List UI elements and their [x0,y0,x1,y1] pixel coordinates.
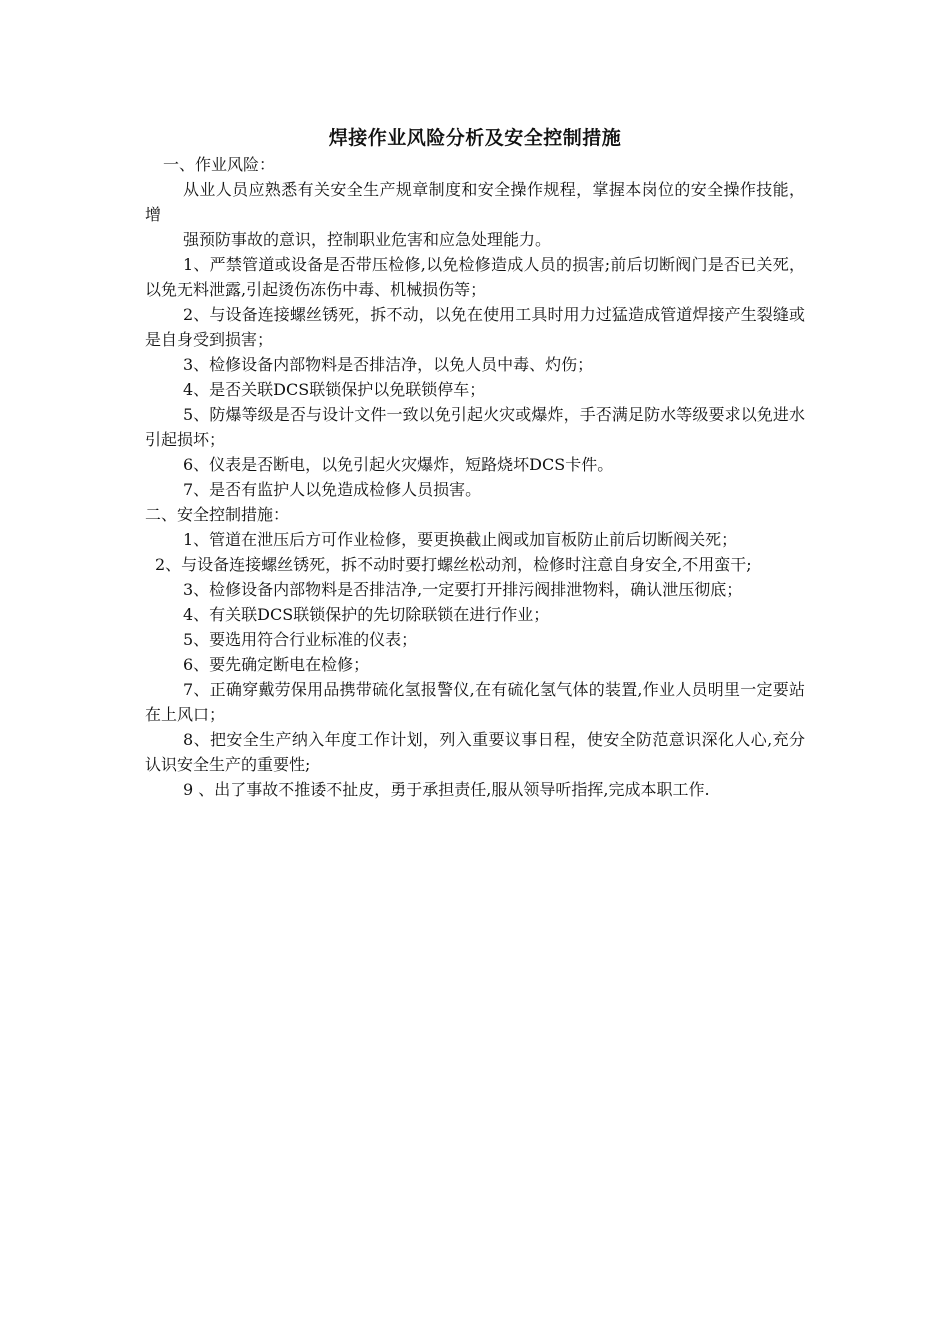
risk-item-1: 1、严禁管道或设备是否带压检修,以免检修造成人员的损害;前后切断阀门是否已关死，以免无料泄露,引起烫伤冻伤中毒、机械损伤等； [145,255,805,299]
measure-item-2: 2、与设备连接螺丝锈死，拆不动时要打螺丝松动剂，检修时注意自身安全,不用蛮干; [155,555,752,574]
measure-item-3: 3、检修设备内部物料是否排洁净,一定要打开排污阀排泄物料，确认泄压彻底； [183,580,743,599]
document-title: 焊接作业风险分析及安全控制措施 [328,127,622,149]
risk-item-2: 2、与设备连接螺丝锈死，拆不动，以免在使用工具时用力过猛造成管道焊接产生裂缝或是自身受到损害； [145,305,805,349]
risk-item-4: 4、是否关联DCS联锁保护以免联锁停车； [183,380,486,399]
measure-item-9: 9 、出了事故不推诿不扯皮，勇于承担责任,服从领导听指挥,完成本职工作. [183,780,710,799]
risk-item-7: 7、是否有监护人以免造成检修人员损害。 [183,480,482,499]
measure-item-6: 6、要先确定断电在检修； [183,655,370,674]
measure-item-8: 8、把安全生产纳入年度工作计划，列入重要议事日程，使安全防范意识深化人心,充分认识安全生产的重要性; [145,730,805,774]
measure-item-7: 7、正确穿戴劳保用品携带硫化氢报警仪,在有硫化氢气体的装置,作业人员明里一定要站在上风口； [145,680,805,724]
risk-item-3: 3、检修设备内部物料是否排洁净，以免人员中毒、灼伤； [183,355,594,374]
section-heading-risks: 一、作业风险： [163,155,276,174]
document-page [145,124,805,802]
intro-paragraph-line2: 强预防事故的意识，控制职业危害和应急处理能力。 [183,230,552,249]
intro-paragraph-line1: 从业人员应熟悉有关安全生产规章制度和安全操作规程，掌握本岗位的安全操作技能，增 [145,180,805,224]
measure-item-5: 5、要选用符合行业标准的仪表； [183,630,418,649]
measure-item-4: 4、有关联DCS联锁保护的先切除联锁在进行作业； [183,605,550,624]
section-heading-measures: 二、安全控制措施： [145,505,290,524]
measure-item-1: 1、管道在泄压后方可作业检修，要更换截止阀或加盲板防止前后切断阀关死； [183,530,738,549]
risk-item-5: 5、防爆等级是否与设计文件一致以免引起火灾或爆炸，手否满足防水等级要求以免进水引起损坏； [145,405,805,449]
risk-item-6: 6、仪表是否断电，以免引起火灾爆炸，短路烧坏DCS卡件。 [183,455,614,474]
